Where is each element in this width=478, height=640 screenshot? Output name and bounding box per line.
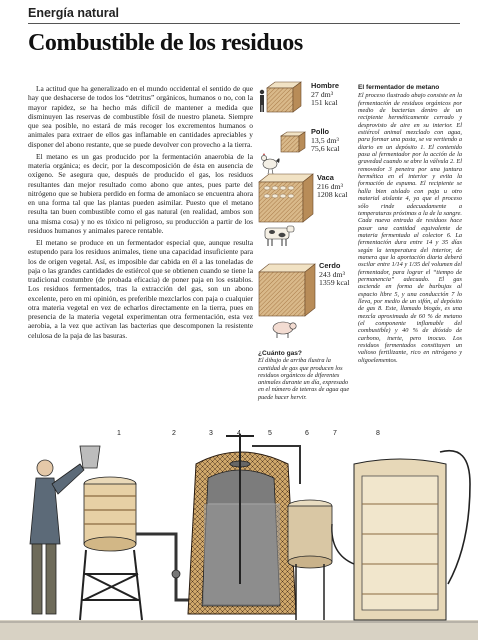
animal-energy: 151 kcal — [311, 98, 338, 108]
body-text — [28, 84, 253, 343]
body-paragraph: La actitud que ha generalizado en el mundo occidental el sentido de que hay que deshacerse de todos los “detritus” orgánicos, humanos o no, con la mayor rapidez, se ha hecho más difícil de mantener a medida que disminuyen las reservas de combustible fósil de nuestro planeta. Siempre que sea posible, no estará de más recoger los excrementos humanos o animales para extraer de ellos gas inflamable en cantidades apreciables y disponer del abono restante, que se puede devolver con provecho a la tierra. — [28, 84, 253, 149]
animal-volume: 13,5 dm³ — [311, 135, 339, 145]
page-title: Combustible de los residuos — [28, 30, 303, 56]
animal-label-cow — [317, 174, 348, 200]
animal-volume: 216 dm³ — [317, 181, 343, 191]
chicken-icon — [261, 153, 279, 174]
bucket-icon — [80, 446, 100, 468]
animal-label-chicken — [311, 128, 340, 154]
animal-volume: 243 dm³ — [319, 269, 345, 279]
diagram-number: 6 — [305, 430, 309, 437]
body-paragraph: El metano se produce en un fermentador especial que, aunque resulta estupendo para los residuos animales, tiene una capacidad insuficiente para los de origen vegetal. Así, es imposible dar cabida en él a las toneladas de paja o las grandes cantidades de estiércol que se obtienen cuando se tiene la tradicional costumbre (de probada eficacia) de poner paja en los establos. Los residuos fermentados, tras la extracción del gas, son un abono excelente, pero en mi opinión, es preferible mezclarlos con paja o cualquier otra materia vegetal en vez de echarlos directamente en la tierra, pues en presencia de la materia vegetal experimentan otra fermentación, esta vez aerobia, a la vez que activan las bacterias que descomponen la resistente celulosa de la paja de las basuras. — [28, 238, 253, 340]
sidebar-text: El proceso ilustrado abajo consiste en la fermentación de residuos orgánicos por medio de bacterias dentro de un recipiente herméticamente cerrado y desprovisto de aire en su interior. El estiércol animal mezclado con agua, para formar una pasta, se va vertiendo a diario en un depósito 1. El contenido pasa al fermentador por la acción de la gravedad cuando se abre la válvula 2. El removedor 3 penetra por una juntura hermética en el interior y evita la formación de espuma. El recipiente se halla bien aislado con paja u otro material aislante 4, ya que el proceso sólo rinde adecuadamente a temperaturas próximas a la de la sangre. Cada nueva entrada de residuos hace pasar una cantidad equivalente de materia fermentada al colector 6. La fermentación dura entre 14 y 35 días según la temperatura del interior, de manera que la aportación diaria deberá oscilar entre 1/14 y 1/35 del volumen del fermentador, para lograr el “tiempo de permanencia” adecuado. El gas asciende en forma de burbujas al espacio libre 5, y una conducción 7 lo lleva, por medio de un sifón, al depósito de gas 8. Este, llamado biogás, es una mezcla aproximada de 60 % de metano (el componente inflamable del combustible) y 40 % de dióxido de carbono, inerte, pero inocuo. Los residuos fermentados constituyen un valioso fertilizante, rico en nitrógeno y oligoelementos. — [358, 92, 462, 364]
fermenter-illustration — [0, 424, 478, 640]
animal-name: Vaca — [317, 173, 334, 182]
animal-name: Hombre — [311, 81, 339, 90]
diagram-number: 5 — [268, 430, 272, 437]
fermenter-tank — [188, 434, 296, 614]
animal-energy: 1208 kcal — [317, 190, 348, 200]
animal-name: Pollo — [311, 127, 330, 136]
gas-holder — [332, 451, 470, 620]
person-icon — [260, 90, 264, 112]
input-tank — [80, 477, 142, 620]
animal-energy: 1359 kcal — [319, 278, 350, 288]
section-tag: Energía natural — [28, 6, 119, 20]
diagram-number: 3 — [209, 430, 213, 437]
valve-pipe — [136, 534, 190, 600]
gas-yield-cubes — [255, 78, 355, 354]
body-paragraph: El metano es un gas producido por la fermentación anaerobia de la materia orgánica; es decir, por la descomposición de ésta en ausencia de oxígeno. Se asegura que, después de producido el gas, los residuos resultantes dan mejor resultado como abono que antes, pues parte del nitrógeno que se hubiera perdido en forma de amoníaco se encuentra ahora en una forma tal que las plantas pueden asimilar. Puesto que el metano resulta tan buen combustible como el gas natural (en realidad, ambos son una misma cosa) y no es tóxico ni peligroso, su producción a partir de los residuos humanos y animales parece rentable. — [28, 151, 253, 235]
caption-text: El dibujo de arriba ilustra la cantidad de gas que producen los residuos orgánicos de diferentes animales durante un día, expresado en el número de teteras de agua que puede hacer hervir. — [258, 357, 350, 401]
pig-icon — [273, 322, 296, 338]
chicken-cube — [261, 132, 305, 174]
sidebar-heading: El fermentador de metano — [358, 84, 440, 91]
animal-label-pig — [319, 262, 350, 288]
diagram-number: 8 — [376, 430, 380, 437]
man-cube — [260, 82, 301, 112]
cow-icon — [265, 226, 294, 246]
diagram-number: 7 — [333, 430, 337, 437]
animal-volume: 27 dm³ — [311, 89, 334, 99]
animal-name: Cerdo — [319, 261, 341, 270]
animal-label-man — [311, 82, 339, 108]
gas-yield-figure — [255, 78, 355, 354]
diagram-number: 1 — [117, 430, 121, 437]
sidebar — [358, 84, 462, 364]
person-figure — [30, 460, 84, 614]
animal-energy: 75,6 kcal — [311, 144, 340, 154]
cow-cube — [259, 174, 313, 246]
diagram-number: 2 — [172, 430, 176, 437]
diagram-number: 4 — [237, 430, 241, 437]
caption-heading: ¿Cuánto gas? — [258, 350, 302, 357]
header-rule — [28, 23, 460, 24]
figure-caption — [258, 350, 354, 401]
pig-cube — [259, 264, 315, 338]
